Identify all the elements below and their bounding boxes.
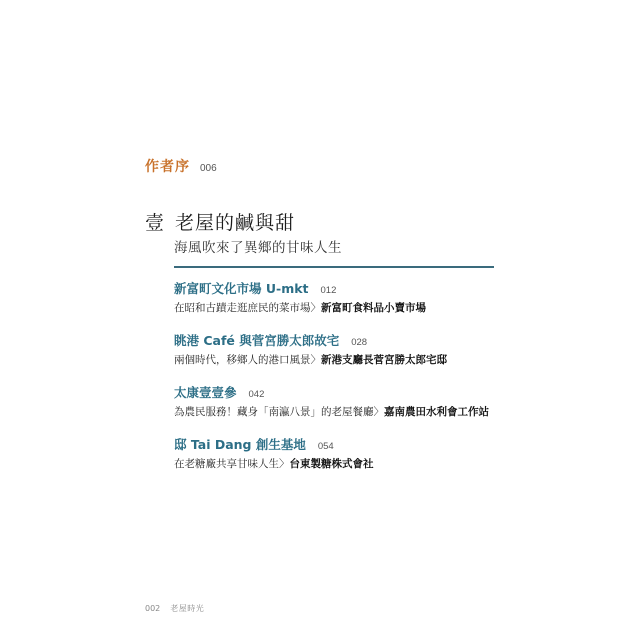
part-subtitle: 海風吹來了異鄉的甘味人生	[174, 240, 342, 256]
entry-place: 嘉南農田水利會工作站	[384, 406, 489, 418]
entry-tagline: 在老糖廠共享甘味人生〉	[174, 458, 290, 470]
preface-entry	[145, 156, 217, 176]
entry-page-number: 028	[351, 337, 368, 348]
entry-description	[174, 352, 554, 367]
section-divider	[174, 266, 494, 268]
footer-page-number: 002	[145, 604, 161, 613]
entry-title: 邸 Tai Dang 創生基地	[174, 437, 306, 452]
entry-title: 太康壹壹參	[174, 385, 237, 400]
preface-page-number: 006	[200, 163, 217, 174]
entry-tagline: 兩個時代，移鄉人的港口風景〉	[174, 354, 321, 366]
footer-book-title: 老屋時光	[170, 604, 205, 613]
entry-title: 新富町文化市場 U-mkt	[174, 281, 309, 296]
entry-description	[174, 300, 554, 315]
part-heading	[145, 208, 295, 235]
entry-description	[174, 456, 554, 471]
entry-place: 台東製糖株式會社	[289, 458, 374, 470]
page-footer	[145, 603, 204, 614]
entry-page-number: 054	[317, 441, 334, 452]
toc-entry	[174, 435, 554, 487]
entry-description	[174, 404, 554, 419]
entry-page-number: 012	[320, 285, 337, 296]
toc-entry	[174, 383, 554, 435]
entry-place: 新富町食料品小賣市場	[321, 302, 426, 314]
part-title: 老屋的鹹與甜	[175, 212, 296, 234]
preface-label: 作者序	[145, 159, 190, 175]
entry-place: 新港支廳長菅宮勝太郎宅邸	[321, 354, 447, 366]
part-number: 壹	[145, 212, 165, 234]
entry-page-number: 042	[248, 389, 265, 400]
entry-tagline: 為農民服務！藏身「南瀛八景」的老屋餐廳〉	[174, 406, 384, 418]
toc-entry	[174, 279, 554, 331]
toc-entry-list	[174, 279, 554, 487]
entry-title: 眺港 Café 與菅宮勝太郎故宅	[174, 333, 340, 348]
entry-tagline: 在昭和古蹟走逛庶民的菜市場〉	[174, 302, 321, 314]
toc-entry	[174, 331, 554, 383]
